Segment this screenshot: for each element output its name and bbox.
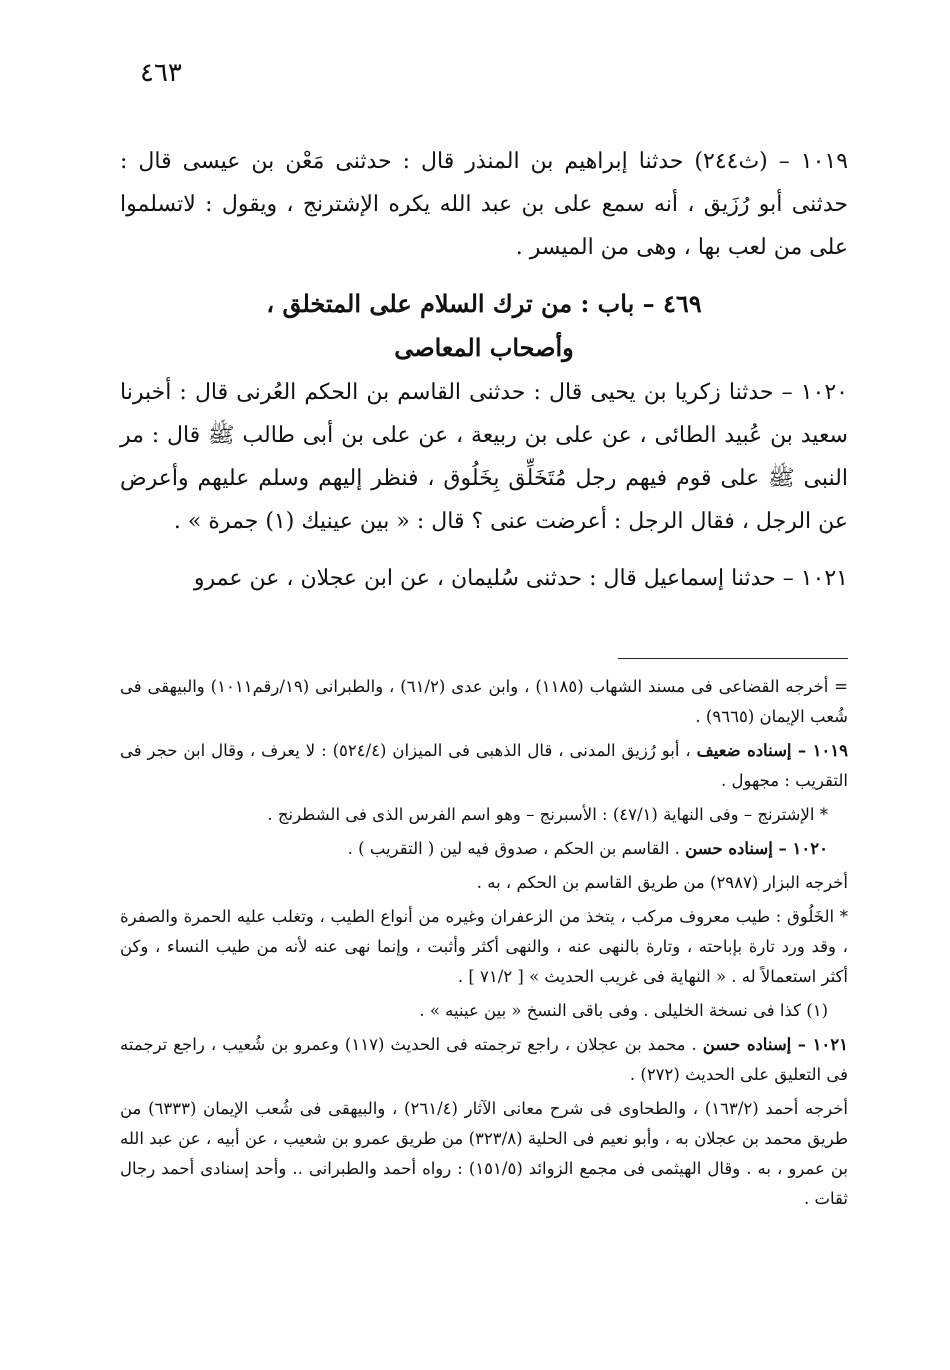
footnote-1019-text: ، أبو رُزيق المدنى ، قال الذهبى فى الميزان (٥٢٤/٤) : لا يعرف ، وقال ابن حجر فى التقريب : مجهول . xyxy=(120,741,848,790)
footnote-continued: = أخرجه القضاعى فى مسند الشهاب (١١٨٥) ، وابن عدى (٦١/٢) ، والطبرانى (١٩/رقم١٠١١) والبيهقى فى شُعب الإيمان (٩٦٦٥) . xyxy=(120,677,849,726)
hadith-1021: ١٠٢١ – حدثنا إسماعيل قال : حدثنى سُليمان ، عن ابن عجلان ، عن عمرو xyxy=(193,566,848,591)
main-text xyxy=(120,140,848,614)
footnote-1021 xyxy=(120,1030,848,1090)
footnote-1020-text: . القاسم بن الحكم ، صدوق فيه لين ( التقريب ) . xyxy=(347,839,680,858)
footnote-ahmad: أخرجه أحمد (١٦٣/٢) ، والطحاوى فى شرح معانى الآثار (٢٦١/٤) ، والبيهقى فى شُعب الإيمان (٦٣٣٣) من طريق محمد بن عجلان به ، وأبو نعيم فى الحلية (٣٢٣/٨) من طريق عمرو بن شعيب ، عن أبيه ، عن عبد الله بن عمرو ، به . وقال الهيثمى فى مجمع الزوائد (١٥١/٥) : رواه أحمد والطبرانى .. وأحد إسنادى أحمد رجال ثقات . xyxy=(120,1099,849,1208)
hadith-1019: ١٠١٩ – (ث٢٤٤) حدثنا إبراهيم بن المنذر قال : حدثنى مَعْن بن عيسى قال : حدثنى أبو رُزَيق ، أنه سمع على بن عبد الله يكره الإشترنج ، ويقول : لاتسلموا على من لعب بها ، وهى من الميسر . xyxy=(120,149,849,260)
footnotes xyxy=(120,672,848,1218)
footnote-1021-lead: ١٠٢١ – إسناده حسن xyxy=(702,1035,849,1054)
footnote-1019-lead: ١٠١٩ – إسناده ضعيف xyxy=(696,741,849,760)
footnote-1019 xyxy=(120,736,848,796)
footnote-1021-text: . محمد بن عجلان ، راجع ترجمته فى الحديث (١١٧) وعمرو بن شُعيب ، راجع ترجمته فى التعليق على الحديث (٢٧٢) . xyxy=(120,1035,848,1084)
chapter-heading-line-1: ٤٦٩ – باب : من ترك السلام على المتخلق ، xyxy=(266,289,702,318)
chapter-heading-line-2: وأصحاب المعاصى xyxy=(394,333,574,362)
footnote-khaluq: * الخَلُوق : طيب معروف مركب ، يتخذ من الزعفران وغيره من أنواع الطيب ، وتغلب عليه الحمرة والصفرة ، وقد ورد تارة بإباحته ، وتارة بالنهى عنه ، والنهى أكثر وأثبت ، وإنما نهى عنه لأنه من طيب النساء ، وكن أكثر استعمالاً له . « النهاية فى غريب الحديث » [ ٧١/٢ ] . xyxy=(120,907,848,986)
page-number: ٤٦٣ xyxy=(140,58,182,88)
footnote-bazzar: أخرجه البزار (٢٩٨٧) من طريق القاسم بن الحكم ، به . xyxy=(476,873,848,892)
footnote-1: (١) كذا فى نسخة الخليلى . وفى باقى النسخ « بين عينيه » . xyxy=(419,1001,828,1020)
footnote-1020-lead: ١٠٢٠ – إسناده حسن xyxy=(685,839,828,858)
hadith-1020: ١٠٢٠ – حدثنا زكريا بن يحيى قال : حدثنى القاسم بن الحكم العُرنى قال : أخبرنا سعيد بن عُبيد الطائى ، عن على بن ربيعة ، عن على بن أبى طالب ﷺ قال : مر النبى ﷺ على قوم فيهم رجل مُتَخَلِّق بِخَلُوق ، فنظر إليهم وسلم عليهم وأعرض عن الرجل ، فقال الرجل : أعرضت عنى ؟ قال : « بين عينيك (١) جمرة » . xyxy=(120,380,848,534)
footnote-divider xyxy=(618,658,848,659)
footnote-ishtarnaj: * الإشترنج – وفى النهاية (٤٧/١) : الأسبرنج – وهو اسم الفرس الذى فى الشطرنج . xyxy=(267,805,828,824)
footnote-1020 xyxy=(120,834,848,864)
